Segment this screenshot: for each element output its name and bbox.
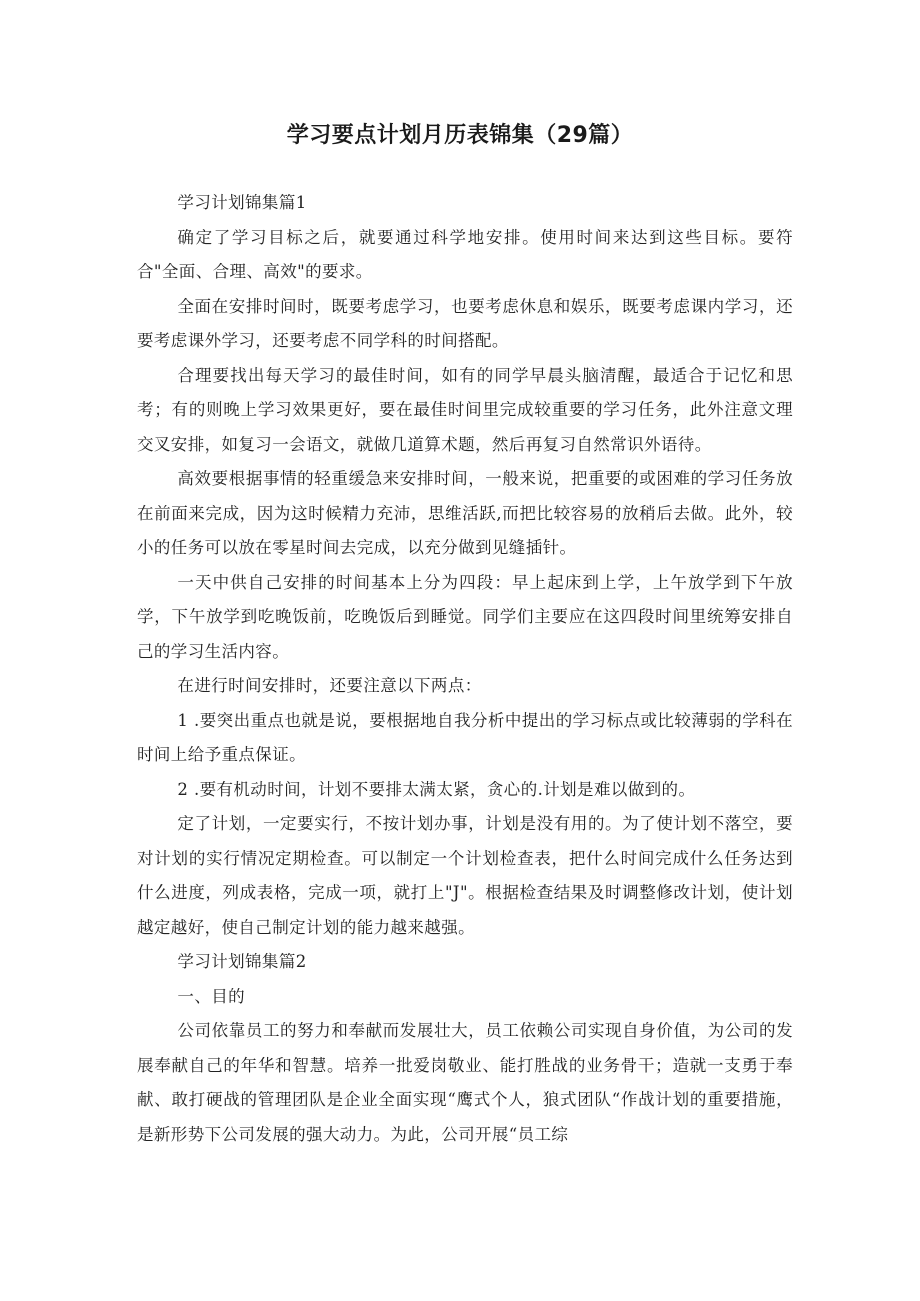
list-item: 2 .要有机动时间，计划不要排太满太紧，贪心的.计划是难以做到的。 — [177, 779, 696, 799]
subheading: 一、目的 — [177, 986, 246, 1006]
section-heading: 学习计划锦集篇1 — [177, 193, 307, 212]
paragraph: 合理要找出每天学习的最佳时间，如有的同学早晨头脑清醒，最适合于记忆和思考；有的则晚上学习效果更好，要在最佳时间里完成较重要的学习任务，此外注意文理交叉安排，如复习一会语文，就做几道算术题，然后再复习自然常识外语待。 — [137, 365, 793, 454]
paragraph: 公司依靠员工的努力和奉献而发展壮大，员工依赖公司实现自身价值，为公司的发展奉献自己的年华和智慧。培养一批爱岗敬业、能打胜战的业务骨干；造就一支勇于奉献、敢打硬战的管理团队是企业全面实现“鹰式个人，狼式团队“作战计划的重要措施，是新形势下公司发展的强大动力。为此，公司开展“员工综 — [137, 1021, 793, 1144]
paragraph: 高效要根据事情的轻重缓急来安排时间，一般来说，把重要的或困难的学习任务放在前面来完成，因为这时候精力充沛，思维活跃,而把比较容易的放稍后去做。此外，较小的任务可以放在零星时间去完成，以充分做到见缝插针。 — [137, 469, 793, 557]
paragraph: 一天中供自己安排的时间基本上分为四段：早上起床到上学，上午放学到下午放学，下午放学到吃晚饭前，吃晚饭后到睡觉。同学们主要应在这四段时间里统筹安排自己的学习生活内容。 — [137, 572, 793, 661]
document-title: 学习要点计划月历表锦集（29篇） — [286, 123, 634, 148]
paragraph: 在进行时间安排时，还要注意以下两点： — [177, 676, 482, 695]
list-item: 1 .要突出重点也就是说，要根据地自我分析中提出的学习标点或比较薄弱的学科在时间上给予重点保证。 — [137, 710, 793, 764]
document-body — [137, 186, 793, 1152]
paragraph: 确定了学习目标之后，就要通过科学地安排。使用时间来达到这些目标。要符合"全面、合理、高效"的要求。 — [137, 227, 793, 281]
section-heading: 学习计划锦集篇2 — [177, 952, 307, 971]
paragraph: 全面在安排时间时，既要考虑学习，也要考虑休息和娱乐，既要考虑课内学习，还要考虑课外学习，还要考虑不同学科的时间搭配。 — [137, 296, 793, 350]
paragraph: 定了计划，一定要实行，不按计划办事，计划是没有用的。为了使计划不落空，要对计划的实行情况定期检查。可以制定一个计划检查表，把什么时间完成什么任务达到什么进度，列成表格，完成一项，就打上"J"。根据检查结果及时调整修改计划，使计划越定越好，使自己制定计划的能力越来越强。 — [137, 814, 793, 937]
